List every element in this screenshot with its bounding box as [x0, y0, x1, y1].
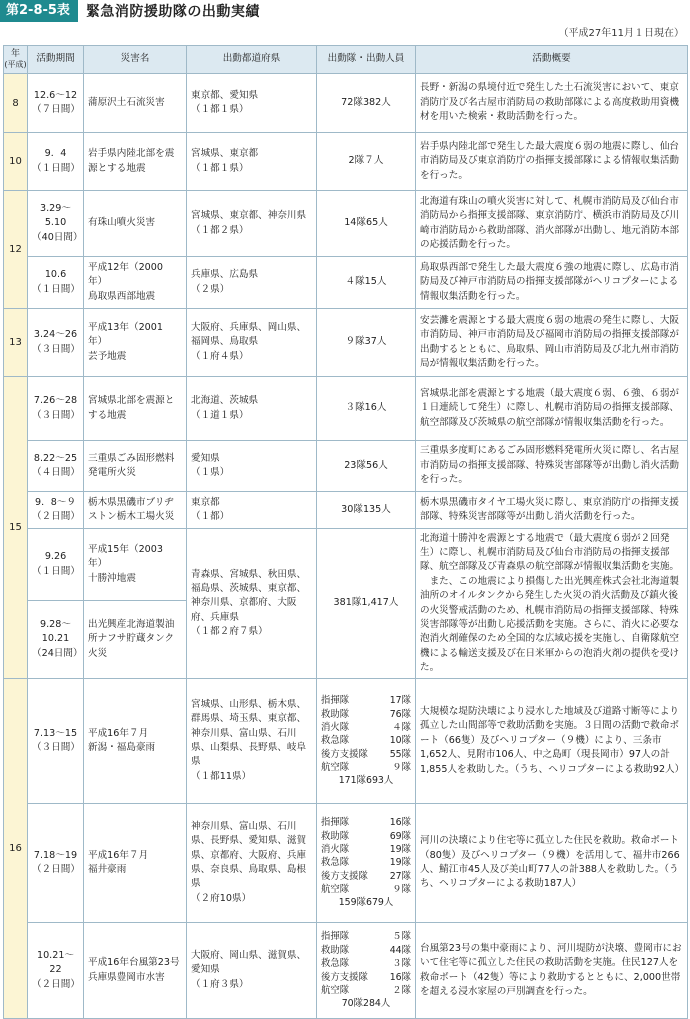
table-row [4, 529, 688, 601]
disaster-cell: 平成16年７月 新潟・福島豪雨 [84, 679, 187, 804]
unit-value: 19隊 [389, 857, 411, 869]
prefectures-cell: 愛知県 （１県） [187, 441, 317, 492]
prefectures-cell: 兵庫県、広島県 （２県） [187, 257, 317, 309]
count-cell: ９隊37人 [317, 309, 416, 377]
unit-total: 70隊284人 [341, 998, 391, 1010]
prefectures-cell: 大阪府、兵庫県、岡山県、福岡県、鳥取県 （１府４県） [187, 309, 317, 377]
unit-breakdown [321, 694, 411, 787]
unit-label: 指揮隊 [321, 817, 350, 829]
count-cell: 72隊382人 [317, 74, 416, 133]
unit-breakdown-cell [317, 923, 416, 1019]
table-row [4, 377, 688, 441]
year-cell: 8 [4, 74, 28, 133]
period-cell: 7.26～28 （３日間） [28, 377, 84, 441]
table-header [0, 0, 260, 22]
period-cell: 8.22～25 （４日間） [28, 441, 84, 492]
unit-label: 救助隊 [321, 830, 350, 842]
year-cell: 13 [4, 309, 28, 377]
disaster-cell: 出光興産北海道製油所ナフサ貯蔵タンク火災 [84, 601, 187, 679]
unit-label: 消火隊 [321, 843, 350, 855]
table-row [4, 679, 688, 804]
summary-cell: 三重県多度町にあるごみ固形燃料発電所火災に際し、名古屋市消防局の指揮支援部隊、特殊災害部隊等が出動し消火活動を行った。 [416, 441, 688, 492]
period-cell: 7.18～19 （２日間） [28, 804, 84, 923]
disaster-cell: 蒲原沢土石流災害 [84, 74, 187, 133]
summary-cell: 台風第23号の集中豪雨により、河川堤防が決壊、豊岡市において住宅等に孤立した住民の救助活動を実施。住民127人を救命ボート（42隻）等により救助するとともに、2,000世帯を超える浸水家屋の戸別調査を行った。 [416, 923, 688, 1019]
unit-value: 16隊 [389, 971, 411, 983]
period-cell: 9．4 （１日間） [28, 133, 84, 191]
disaster-cell: 平成13年（2001年） 芸予地震 [84, 309, 187, 377]
prefectures-cell: 宮城県、東京都、神奈川県 （１都２県） [187, 191, 317, 257]
unit-label: 後方支援隊 [321, 870, 368, 882]
disaster-cell: 平成16年台風第23号 兵庫県豊岡市水害 [84, 923, 187, 1019]
period-cell: 9.28～ 10.21 （24日間） [28, 601, 84, 679]
table-title: 緊急消防援助隊の出動実績 [85, 4, 260, 20]
summary-cell: 鳥取県西部で発生した最大震度６強の地震に際し、広島市消防局及び神戸市消防局の指揮支援部隊がヘリコプターによる情報収集活動を行った。 [416, 257, 688, 309]
unit-label: 航空隊 [321, 984, 350, 996]
prefectures-cell: 大阪府、岡山県、滋賀県、愛知県 （１府３県） [187, 923, 317, 1019]
unit-value: 76隊 [389, 708, 411, 720]
unit-value: ９隊 [392, 762, 411, 774]
unit-value: 16隊 [389, 817, 411, 829]
table-row [4, 74, 688, 133]
unit-label: 指揮隊 [321, 695, 350, 707]
unit-label: 救急隊 [321, 735, 350, 747]
summary-cell: 長野・新潟の県境付近で発生した土石流災害において、東京消防庁及び名古屋市消防局の救助部隊による高度救助用資機材を用いた検索・救助活動を行った。 [416, 74, 688, 133]
year-cell: 10 [4, 133, 28, 191]
summary-cell: 大規模な堤防決壊により浸水した地域及び道路寸断等により孤立した山間部等で救助活動を実施。３日間の活動で救命ボート（66隻）及びヘリコプター（９機）により、三条市1,652人、見附市106人、中之島町（現長岡市）97人の計1,855人を救助した。（うち、ヘリコプターによる救助92人） [416, 679, 688, 804]
unit-breakdown-cell [317, 679, 416, 804]
disaster-cell: 三重県ごみ固形燃料発電所火災 [84, 441, 187, 492]
prefectures-cell: 東京都、愛知県 （１都１県） [187, 74, 317, 133]
col-header-prefectures: 出動都道府県 [187, 46, 317, 74]
unit-value: 17隊 [389, 695, 411, 707]
col-header-summary: 活動概要 [416, 46, 688, 74]
table-row [4, 133, 688, 191]
summary-cell: 岩手県内陸北部で発生した最大震度６弱の地震に際し、仙台市消防局及び東京消防庁の指揮支援部隊による情報収集活動を行った。 [416, 133, 688, 191]
disaster-cell: 栃木県黒磯市ブリヂストン栃木工場火災 [84, 492, 187, 529]
summary-cell: 北海道有珠山の噴火災害に対して、札幌市消防局及び仙台市消防局から指揮支援部隊、東京消防庁、横浜市消防局及び川崎市消防局から救助部隊、消火部隊が出動し、地元消防本部の応援活動を行った。 [416, 191, 688, 257]
unit-label: 救急隊 [321, 958, 350, 970]
table-row [4, 441, 688, 492]
col-header-period: 活動期間 [28, 46, 84, 74]
unit-label: 航空隊 [321, 762, 350, 774]
summary-cell: 安芸灘を震源とする最大震度６弱の地震の発生に際し、大阪市消防局、神戸市消防局及び福岡市消防局の指揮支援部隊が出動するとともに、鳥取県、岡山市消防局及び北九州市消防局が情報収集活動を行った。 [416, 309, 688, 377]
unit-value: 55隊 [389, 748, 411, 760]
col-header-year: 年 (平成) [4, 46, 28, 74]
unit-value: ９隊 [392, 884, 411, 896]
unit-label: 消火隊 [321, 721, 350, 733]
year-cell: 16 [4, 679, 28, 1019]
as-of-date-note: （平成27年11月１日現在） [558, 28, 684, 39]
prefectures-cell: 東京都 （１都） [187, 492, 317, 529]
disaster-cell: 平成15年（2003年） 十勝沖地震 [84, 529, 187, 601]
prefectures-cell: 北海道、茨城県 （１道１県） [187, 377, 317, 441]
table-row [4, 923, 688, 1019]
unit-value: 69隊 [389, 830, 411, 842]
count-cell: 30隊135人 [317, 492, 416, 529]
prefectures-cell: 神奈川県、富山県、石川県、長野県、愛知県、滋賀県、京都府、大阪府、兵庫県、奈良県、鳥取県、島根県 （２府10県） [187, 804, 317, 923]
unit-label: 後方支援隊 [321, 971, 368, 983]
count-cell: 23隊56人 [317, 441, 416, 492]
period-cell: 12.6～12 （７日間） [28, 74, 84, 133]
count-cell: 381隊1,417人 [317, 529, 416, 679]
unit-value: 10隊 [389, 735, 411, 747]
disaster-cell: 宮城県北部を震源とする地震 [84, 377, 187, 441]
unit-value: 27隊 [389, 870, 411, 882]
year-cell: 15 [4, 377, 28, 679]
unit-breakdown [321, 930, 411, 1010]
unit-label: 救助隊 [321, 708, 350, 720]
table-number-tag: 第2-8-5表 [0, 0, 78, 22]
table-row [4, 804, 688, 923]
period-cell: 10.21～22 （２日間） [28, 923, 84, 1019]
dispatch-record-table [3, 45, 688, 1019]
unit-value: 44隊 [389, 944, 411, 956]
prefectures-cell: 宮城県、山形県、栃木県、群馬県、埼玉県、東京都、神奈川県、富山県、石川県、山梨県、長野県、岐阜県 （１都11県） [187, 679, 317, 804]
unit-value: ５隊 [392, 931, 411, 943]
disaster-cell: 平成16年７月 福井豪雨 [84, 804, 187, 923]
unit-label: 航空隊 [321, 884, 350, 896]
year-cell: 12 [4, 191, 28, 309]
table-row [4, 257, 688, 309]
unit-total: 171隊693人 [338, 775, 394, 787]
count-cell: ３隊16人 [317, 377, 416, 441]
unit-total: 159隊679人 [338, 897, 394, 909]
unit-label: 後方支援隊 [321, 748, 368, 760]
unit-value: ３隊 [392, 958, 411, 970]
prefectures-cell: 宮城県、東京都 （１都１県） [187, 133, 317, 191]
table-row [4, 492, 688, 529]
period-cell: 3.24～26 （３日間） [28, 309, 84, 377]
disaster-cell: 平成12年（2000年） 鳥取県西部地震 [84, 257, 187, 309]
period-cell: 10.6 （１日間） [28, 257, 84, 309]
col-header-disaster: 災害名 [84, 46, 187, 74]
unit-value: ４隊 [392, 721, 411, 733]
period-cell: 9．8～９ （２日間） [28, 492, 84, 529]
table-row [4, 191, 688, 257]
summary-cell: 北海道十勝沖を震源とする地震で（最大震度６弱が２回発生）に際し、札幌市消防局及び仙台市消防局の指揮支援部隊、航空部隊及び青森県の航空部隊が情報収集活動を実施。 また、この地震により損傷した出光興産株式会社北海道製油所のオイルタンクから発生した火災の消火活動及び鎮火後の火災警戒活動のため、札幌市消防局の指揮支援部隊、特殊災害部隊等が出動し応援活動を実施。さらに、消火に必要な泡消火剤確保のため全国的な広域応援を実施し、自衛隊航空機による輸送支援及び在日米軍からの泡消火剤の提供を受けた。 [416, 529, 688, 679]
count-cell: 2隊７人 [317, 133, 416, 191]
unit-label: 救急隊 [321, 857, 350, 869]
unit-label: 指揮隊 [321, 931, 350, 943]
summary-cell: 宮城県北部を震源とする地震（最大震度６弱、６強、６弱が１日連続して発生）に際し、札幌市消防局の指揮支援部隊、航空部隊及び茨城県の航空部隊が情報収集活動を行った。 [416, 377, 688, 441]
unit-label: 救助隊 [321, 944, 350, 956]
prefectures-cell: 青森県、宮城県、秋田県、福島県、茨城県、東京都、神奈川県、京都府、大阪府、兵庫県 （１都２府７県） [187, 529, 317, 679]
table-row [4, 309, 688, 377]
unit-breakdown-cell [317, 804, 416, 923]
count-cell: ４隊15人 [317, 257, 416, 309]
header-row [4, 46, 688, 74]
period-cell: 3.29～ 5.10 （40日間） [28, 191, 84, 257]
count-cell: 14隊65人 [317, 191, 416, 257]
period-cell: 9.26 （１日間） [28, 529, 84, 601]
unit-value: ２隊 [392, 984, 411, 996]
col-header-count: 出動隊・出動人員 [317, 46, 416, 74]
unit-breakdown [321, 816, 411, 909]
summary-cell: 栃木県黒磯市タイヤ工場火災に際し、東京消防庁の指揮支援部隊、特殊災害部隊等が出動し消火活動を行った。 [416, 492, 688, 529]
unit-value: 19隊 [389, 843, 411, 855]
period-cell: 7.13～15 （３日間） [28, 679, 84, 804]
summary-cell: 河川の決壊により住宅等に孤立した住民を救助。救命ボート（80隻）及びヘリコプター（９機）を活用して、福井市266人、鯖江市45人及び美山町77人の計388人を救助した。（うち、ヘリコプターによる救助187人） [416, 804, 688, 923]
disaster-cell: 有珠山噴火災害 [84, 191, 187, 257]
disaster-cell: 岩手県内陸北部を震源とする地震 [84, 133, 187, 191]
